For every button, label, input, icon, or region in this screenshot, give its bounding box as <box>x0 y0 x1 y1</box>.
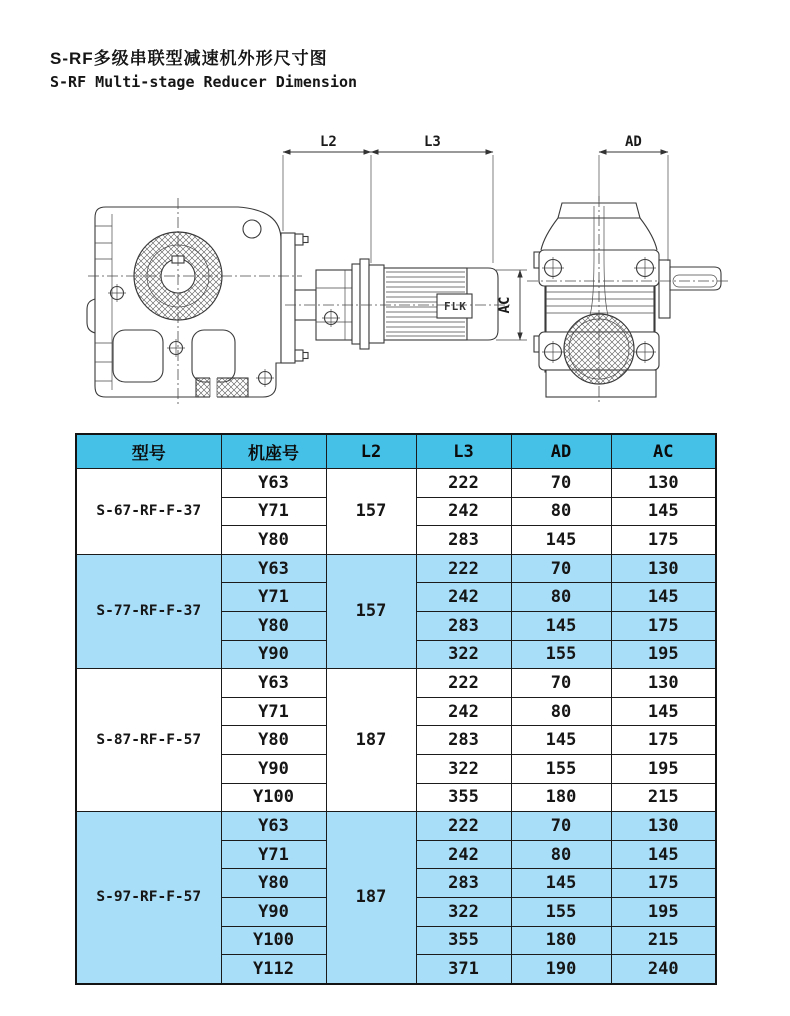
table-row <box>76 669 716 698</box>
table-row <box>76 554 716 583</box>
ad-cell: 145 <box>511 526 611 555</box>
ad-cell: 80 <box>511 497 611 526</box>
motor-brand-label: FLK <box>444 300 467 313</box>
frame-cell: Y71 <box>221 497 326 526</box>
frame-cell: Y90 <box>221 897 326 926</box>
ac-cell: 145 <box>611 697 716 726</box>
frame-cell: Y100 <box>221 783 326 812</box>
ac-cell: 195 <box>611 640 716 669</box>
ac-cell: 175 <box>611 869 716 898</box>
ac-cell: 175 <box>611 526 716 555</box>
col-header-frame: 机座号 <box>221 434 326 469</box>
l2-cell: 187 <box>326 669 416 812</box>
mounting-flange <box>281 233 295 363</box>
ac-cell: 195 <box>611 754 716 783</box>
dimension-table <box>75 433 717 985</box>
frame-cell: Y80 <box>221 611 326 640</box>
table-row <box>76 812 716 841</box>
ac-cell: 145 <box>611 583 716 612</box>
ac-cell: 130 <box>611 669 716 698</box>
page-title-en: S-RF Multi-stage Reducer Dimension <box>50 73 358 91</box>
ad-cell: 155 <box>511 897 611 926</box>
ac-cell: 240 <box>611 955 716 984</box>
ad-cell: 145 <box>511 869 611 898</box>
dim-label-ac: AC <box>497 296 513 314</box>
frame-cell: Y63 <box>221 812 326 841</box>
table-row <box>76 469 716 498</box>
motor <box>384 268 498 340</box>
l3-cell: 322 <box>416 640 511 669</box>
frame-cell: Y100 <box>221 926 326 955</box>
col-header-ac: AC <box>611 434 716 469</box>
ac-cell: 215 <box>611 783 716 812</box>
frame-cell: Y112 <box>221 955 326 984</box>
l3-cell: 242 <box>416 697 511 726</box>
ad-cell: 155 <box>511 640 611 669</box>
frame-cell: Y71 <box>221 840 326 869</box>
lifting-hole <box>243 220 261 238</box>
front-view <box>527 196 731 404</box>
frame-cell: Y71 <box>221 697 326 726</box>
side-view <box>87 198 512 407</box>
flange-bolt-top <box>295 234 308 245</box>
ad-cell: 180 <box>511 783 611 812</box>
ac-cell: 175 <box>611 611 716 640</box>
output-shaft <box>659 260 721 318</box>
l3-cell: 322 <box>416 754 511 783</box>
l3-cell: 222 <box>416 554 511 583</box>
ad-cell: 145 <box>511 726 611 755</box>
l3-cell: 283 <box>416 726 511 755</box>
l3-cell: 283 <box>416 526 511 555</box>
page-title-zh: S-RF多级串联型减速机外形尺寸图 <box>50 49 328 68</box>
title-block <box>50 44 357 91</box>
ad-cell: 180 <box>511 926 611 955</box>
l3-cell: 371 <box>416 955 511 984</box>
dim-label-l3: L3 <box>424 134 441 150</box>
output-shaft-section <box>196 378 248 397</box>
model-cell: S-87-RF-F-57 <box>76 669 221 812</box>
ad-cell: 80 <box>511 583 611 612</box>
ac-cell: 130 <box>611 469 716 498</box>
l3-cell: 242 <box>416 583 511 612</box>
l3-cell: 355 <box>416 926 511 955</box>
col-header-model: 型号 <box>76 434 221 469</box>
ad-cell: 70 <box>511 812 611 841</box>
col-header-l3: L3 <box>416 434 511 469</box>
l3-cell: 222 <box>416 669 511 698</box>
frame-cell: Y90 <box>221 640 326 669</box>
ad-cell: 155 <box>511 754 611 783</box>
l3-cell: 222 <box>416 469 511 498</box>
l3-cell: 283 <box>416 611 511 640</box>
dim-label-l2: L2 <box>320 134 337 150</box>
frame-cell: Y63 <box>221 469 326 498</box>
l2-cell: 157 <box>326 554 416 668</box>
l3-cell: 322 <box>416 897 511 926</box>
ad-cell: 80 <box>511 840 611 869</box>
ac-cell: 145 <box>611 840 716 869</box>
ac-cell: 175 <box>611 726 716 755</box>
ac-cell: 215 <box>611 926 716 955</box>
l2-cell: 157 <box>326 469 416 555</box>
ad-cell: 80 <box>511 697 611 726</box>
frame-cell: Y63 <box>221 554 326 583</box>
l3-cell: 283 <box>416 869 511 898</box>
model-cell: S-77-RF-F-37 <box>76 554 221 668</box>
table-header-row <box>76 434 716 469</box>
l3-cell: 242 <box>416 497 511 526</box>
ac-cell: 130 <box>611 554 716 583</box>
frame-cell: Y90 <box>221 754 326 783</box>
ad-cell: 70 <box>511 469 611 498</box>
ad-cell: 190 <box>511 955 611 984</box>
frame-cell: Y80 <box>221 869 326 898</box>
l3-cell: 355 <box>416 783 511 812</box>
col-header-l2: L2 <box>326 434 416 469</box>
frame-cell: Y63 <box>221 669 326 698</box>
col-header-ad: AD <box>511 434 611 469</box>
dim-label-ad: AD <box>625 134 642 150</box>
l2-cell: 187 <box>326 812 416 984</box>
ac-cell: 195 <box>611 897 716 926</box>
frame-cell: Y80 <box>221 526 326 555</box>
frame-cell: Y80 <box>221 726 326 755</box>
model-cell: S-97-RF-F-57 <box>76 812 221 984</box>
l3-cell: 242 <box>416 840 511 869</box>
flange-bolt-bottom <box>295 350 308 361</box>
l3-cell: 222 <box>416 812 511 841</box>
model-cell: S-67-RF-F-37 <box>76 469 221 555</box>
ad-cell: 70 <box>511 669 611 698</box>
frame-cell: Y71 <box>221 583 326 612</box>
ad-cell: 70 <box>511 554 611 583</box>
ac-cell: 130 <box>611 812 716 841</box>
ad-cell: 145 <box>511 611 611 640</box>
ac-cell: 145 <box>611 497 716 526</box>
